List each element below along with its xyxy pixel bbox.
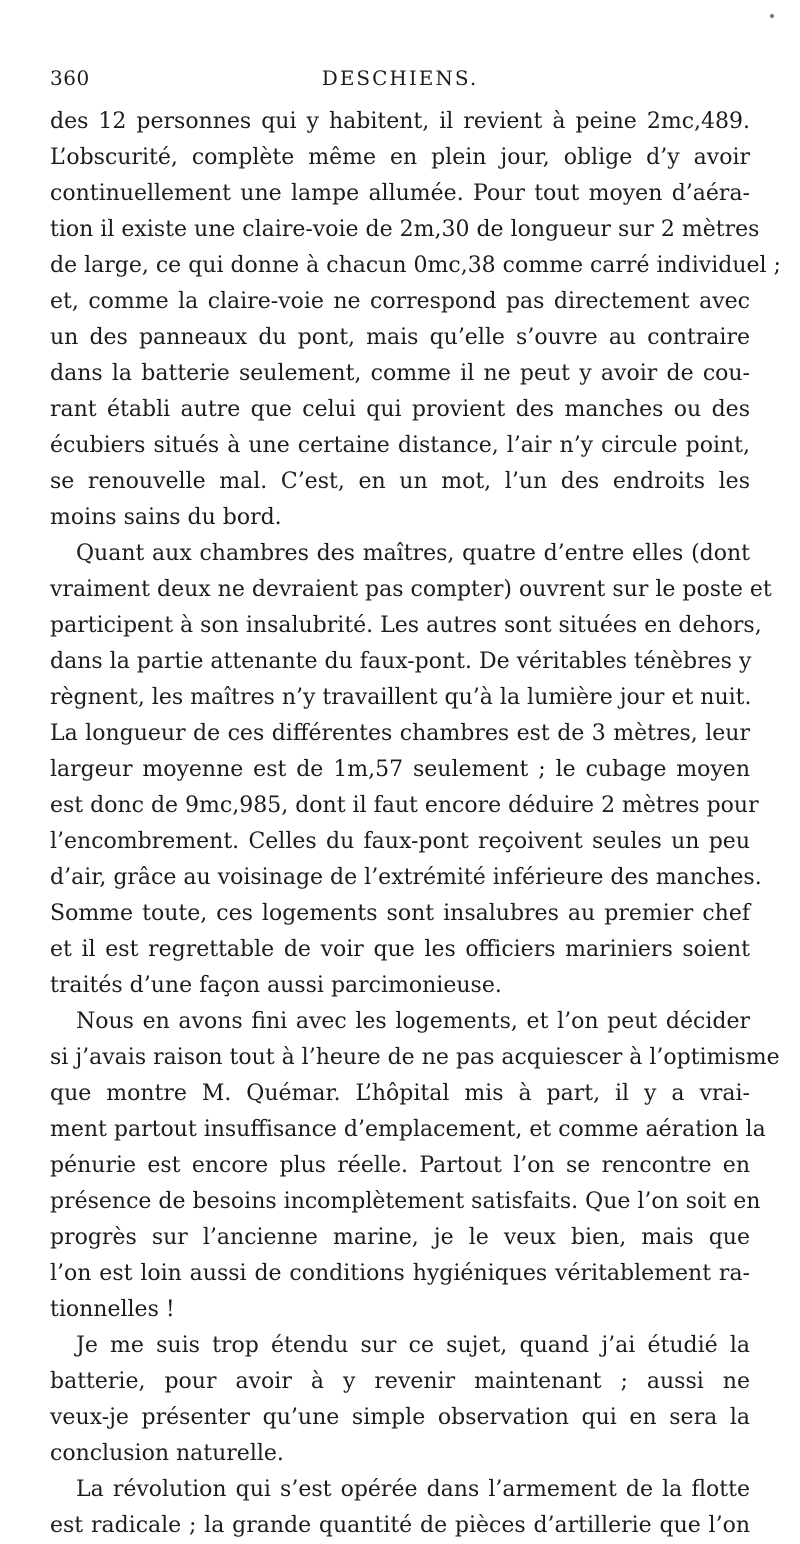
text-line: ment partout insuffisance d’emplacement, et comme aération la xyxy=(50,1117,766,1142)
text-line: Nous en avons fini avec les logements, et l’on peut décider xyxy=(76,1009,750,1034)
text-line: des 12 personnes qui y habitent, il revient à peine 2mc,489. xyxy=(50,109,750,134)
text-line: écubiers situés à une certaine distance, l’air n’y circule point, xyxy=(50,433,750,458)
text-line: l’on est loin aussi de conditions hygiéniques véritablement ra- xyxy=(50,1261,750,1286)
page-header xyxy=(50,62,750,92)
text-line: L’obscurité, complète même en plein jour, oblige d’y avoir xyxy=(50,145,750,170)
text-line: Quant aux chambres des maîtres, quatre d’entre elles (dont xyxy=(76,541,750,566)
text-line: est radicale ; la grande quantité de pièces d’artillerie que l’on xyxy=(50,1513,750,1538)
text-line: progrès sur l’ancienne marine, je le veux bien, mais que xyxy=(50,1225,750,1250)
running-head: DESCHIENS. xyxy=(321,66,479,90)
print-speck xyxy=(770,14,774,18)
text-line: et, comme la claire-voie ne correspond pas directement avec xyxy=(50,289,750,314)
text-line: participent à son insalubrité. Les autres sont situées en dehors, xyxy=(50,613,762,638)
text-line: et il est regrettable de voir que les officiers mariniers soient xyxy=(50,937,750,962)
text-line: tion il existe une claire-voie de 2m,30 de longueur sur 2 mètres xyxy=(50,217,760,242)
text-line: moins sains du bord. xyxy=(50,505,282,530)
text-line: de large, ce qui donne à chacun 0mc,38 comme carré individuel ; xyxy=(50,253,781,278)
text-line: La révolution qui s’est opérée dans l’armement de la flotte xyxy=(76,1477,750,1502)
text-line: vraiment deux ne devraient pas compter) ouvrent sur le poste et xyxy=(50,577,772,602)
text-line: batterie, pour avoir à y revenir maintenant ; aussi ne xyxy=(50,1369,750,1394)
text-line: dans la partie attenante du faux-pont. De véritables ténèbres y xyxy=(50,649,752,674)
text-line: Somme toute, ces logements sont insalubres au premier chef xyxy=(50,901,750,926)
text-line: rant établi autre que celui qui provient des manches ou des xyxy=(50,397,750,422)
text-line: si j’avais raison tout à l’heure de ne pas acquiescer à l’optimisme xyxy=(50,1045,780,1070)
text-line: continuellement une lampe allumée. Pour tout moyen d’aéra- xyxy=(50,181,750,206)
text-line: est donc de 9mc,985, dont il faut encore déduire 2 mètres pour xyxy=(50,793,759,818)
text-line: largeur moyenne est de 1m,57 seulement ; le cubage moyen xyxy=(50,757,750,782)
text-line: traités d’une façon aussi parcimonieuse. xyxy=(50,973,502,998)
text-line: tionnelles ! xyxy=(50,1297,175,1322)
text-line: un des panneaux du pont, mais qu’elle s’ouvre au contraire xyxy=(50,325,750,350)
text-line: présence de besoins incomplètement satisfaits. Que l’on soit en xyxy=(50,1189,761,1214)
text-line: d’air, grâce au voisinage de l’extrémité inférieure des manches. xyxy=(50,865,762,890)
text-line: se renouvelle mal. C’est, en un mot, l’un des endroits les xyxy=(50,469,750,494)
text-line: La longueur de ces différentes chambres est de 3 mètres, leur xyxy=(50,721,750,746)
text-line: l’encombrement. Celles du faux-pont reçoivent seules un peu xyxy=(50,829,750,854)
text-line: que montre M. Quémar. L’hôpital mis à part, il y a vrai- xyxy=(50,1081,750,1106)
text-line: dans la batterie seulement, comme il ne peut y avoir de cou- xyxy=(50,361,750,386)
text-line: Je me suis trop étendu sur ce sujet, quand j’ai étudié la xyxy=(76,1333,750,1358)
text-line: règnent, les maîtres n’y travaillent qu’à la lumière jour et nuit. xyxy=(50,685,752,710)
text-line: conclusion naturelle. xyxy=(50,1441,284,1466)
body-text xyxy=(50,104,781,1544)
text-line: veux-je présenter qu’une simple observation qui en sera la xyxy=(50,1405,750,1430)
text-line: pénurie est encore plus réelle. Partout l’on se rencontre en xyxy=(50,1153,750,1178)
page-number: 360 xyxy=(50,66,90,90)
